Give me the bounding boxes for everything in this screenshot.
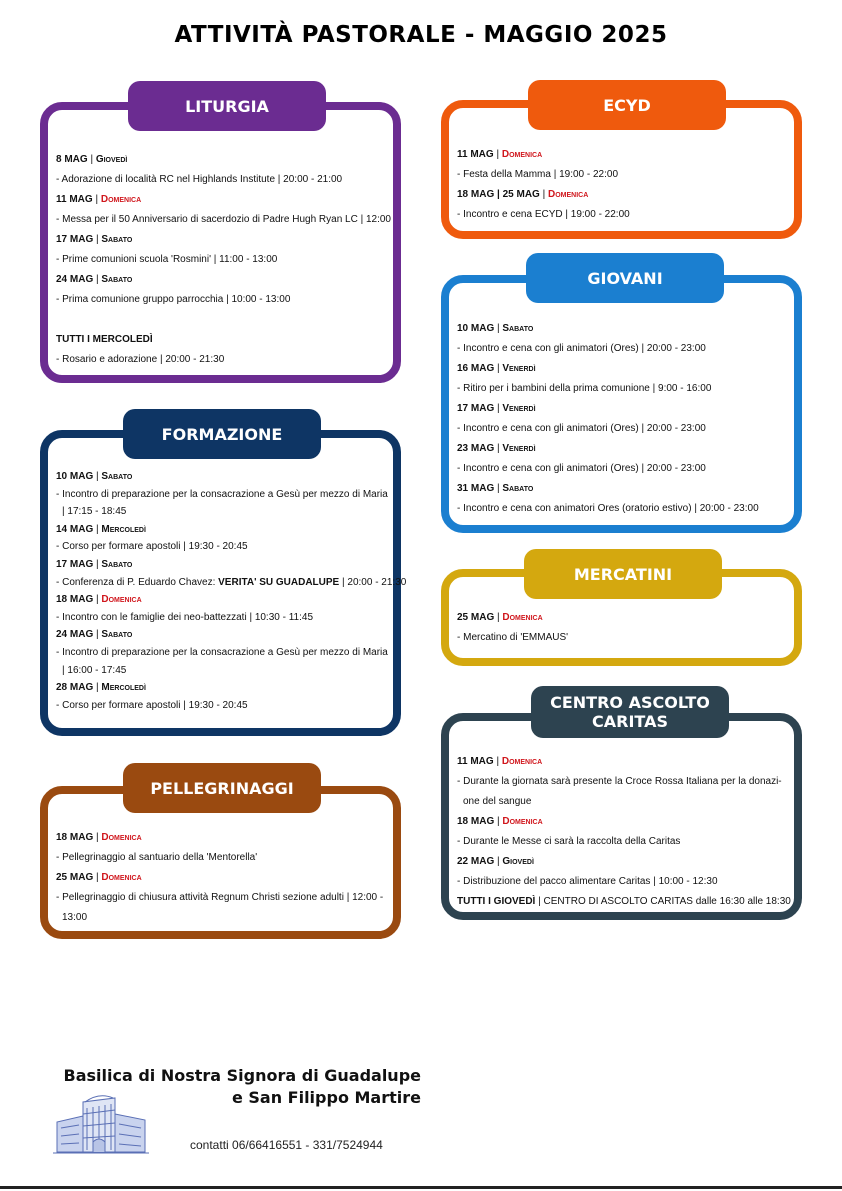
caritas-title-line1: CENTRO ASCOLTO	[550, 693, 710, 712]
date-line: 11 MAG | Domenica	[457, 756, 543, 767]
date-line: 11 MAG | Domenica	[56, 194, 142, 205]
date-line: 17 MAG | Sabato	[56, 234, 133, 245]
contacts: contatti 06/66416551 - 331/7524944	[190, 1138, 383, 1152]
date-line: 24 MAG | Sabato	[56, 274, 133, 285]
date-line: 25 MAG | Domenica	[56, 872, 142, 883]
event-text: - Prima comunione gruppo parrocchia | 10:00 - 13:00	[56, 294, 291, 305]
event-text: - Incontro e cena ECYD | 19:00 - 22:00	[457, 209, 630, 220]
basilica-name-line1: Basilica di Nostra Signora di Guadalupe	[63, 1066, 421, 1085]
date-line: 16 MAG | Venerdì	[457, 363, 536, 374]
event-text: - Mercatino di 'EMMAUS'	[457, 632, 569, 643]
caritas-box	[441, 713, 802, 920]
event-text: - Durante la giornata sarà presente la Croce Rossa Italiana per la donazi-	[457, 776, 782, 787]
date-line: 24 MAG | Sabato	[56, 629, 133, 641]
event-text: - Incontro e cena con gli animatori (Ores) | 20:00 - 23:00	[457, 343, 706, 354]
ecyd-title: ECYD	[528, 80, 726, 130]
event-text: - Pellegrinaggio di chiusura attività Regnum Christi sezione adulti | 12:00 -	[56, 892, 384, 903]
event-text: - Pellegrinaggio al santuario della 'Mentorella'	[56, 852, 258, 863]
event-text: | 16:00 - 17:45	[62, 664, 127, 676]
event-text: - Distribuzione del pacco alimentare Caritas | 10:00 - 12:30	[457, 876, 718, 887]
date-line: TUTTI I MERCOLEDÌ	[56, 334, 153, 345]
date-line: 25 MAG | Domenica	[457, 612, 543, 623]
date-line: 10 MAG | Sabato	[457, 323, 534, 334]
event-text: - Rosario e adorazione | 20:00 - 21:30	[56, 354, 225, 365]
event-text: - Durante le Messe ci sarà la raccolta della Caritas	[457, 836, 681, 847]
date-line: 17 MAG | Sabato	[56, 558, 133, 570]
date-line: 10 MAG | Sabato	[56, 471, 133, 482]
page-title: ATTIVITÀ PASTORALE - MAGGIO 2025	[174, 22, 668, 48]
event-text: - Conferenza di P. Eduardo Chavez: VERITA' SU GUADALUPE | 20:00 - 21:30	[56, 576, 407, 588]
date-line: TUTTI I GIOVEDÌ | CENTRO DI ASCOLTO CARITAS dalle 16:30 alle 18:30	[457, 896, 791, 907]
giovani-box	[441, 275, 802, 533]
event-text: - Incontro di preparazione per la consacrazione a Gesù per mezzo di Maria	[56, 646, 388, 658]
date-line: 22 MAG | Giovedì	[457, 856, 534, 867]
date-line: 14 MAG | Mercoledì	[56, 523, 146, 535]
giovani-title: GIOVANI	[526, 253, 724, 303]
event-text: - Corso per formare apostoli | 19:30 - 20:45	[56, 699, 248, 711]
event-text: one del sangue	[463, 796, 532, 807]
date-line: 17 MAG | Venerdì	[457, 403, 536, 414]
liturgia-title: LITURGIA	[128, 81, 326, 131]
event-text: - Incontro e cena con gli animatori (Ores) | 20:00 - 23:00	[457, 423, 706, 434]
basilica-name-line2: e San Filippo Martire	[231, 1088, 421, 1107]
date-line: 8 MAG | Giovedì	[56, 154, 128, 165]
date-line: 18 MAG | Domenica	[457, 816, 543, 827]
date-line: 31 MAG | Sabato	[457, 483, 534, 494]
event-text: - Corso per formare apostoli | 19:30 - 20:45	[56, 541, 248, 553]
formazione-title: FORMAZIONE	[123, 409, 321, 459]
caritas-title-line2: CARITAS	[592, 712, 668, 731]
mercatini-title: MERCATINI	[524, 549, 722, 599]
date-line: 18 MAG | Domenica	[56, 594, 142, 606]
event-text: - Ritiro per i bambini della prima comunione | 9:00 - 16:00	[457, 383, 712, 394]
event-text: - Incontro con le famiglie dei neo-battezzati | 10:30 - 11:45	[56, 611, 314, 623]
event-text: - Incontro di preparazione per la consacrazione a Gesù per mezzo di Maria	[56, 488, 388, 500]
basilica-logo-icon	[53, 1092, 149, 1156]
date-line: 18 MAG | 25 MAG | Domenica	[457, 189, 589, 200]
event-text: | 17:15 - 18:45	[62, 506, 127, 518]
event-text: - Messa per il 50 Anniversario di sacerdozio di Padre Hugh Ryan LC | 12:00	[56, 214, 391, 225]
date-line: 11 MAG | Domenica	[457, 149, 543, 160]
event-text: 13:00	[62, 912, 88, 923]
event-text: - Incontro e cena con gli animatori (Ores) | 20:00 - 23:00	[457, 463, 706, 474]
liturgia-box	[40, 102, 401, 383]
date-line: 18 MAG | Domenica	[56, 832, 142, 843]
caritas-title	[531, 686, 729, 738]
date-line: 23 MAG | Venerdì	[457, 443, 536, 454]
date-line: 28 MAG | Mercoledì	[56, 682, 146, 694]
bottom-divider	[0, 1186, 842, 1189]
event-text: - Incontro e cena con animatori Ores (oratorio estivo) | 20:00 - 23:00	[457, 503, 759, 514]
event-text: - Prime comunioni scuola 'Rosmini' | 11:00 - 13:00	[56, 254, 278, 265]
event-text: - Festa della Mamma | 19:00 - 22:00	[457, 169, 619, 180]
event-text: - Adorazione di località RC nel Highlands Institute | 20:00 - 21:00	[56, 174, 343, 185]
pellegrinaggi-title: PELLEGRINAGGI	[123, 763, 321, 813]
formazione-box	[40, 430, 407, 736]
